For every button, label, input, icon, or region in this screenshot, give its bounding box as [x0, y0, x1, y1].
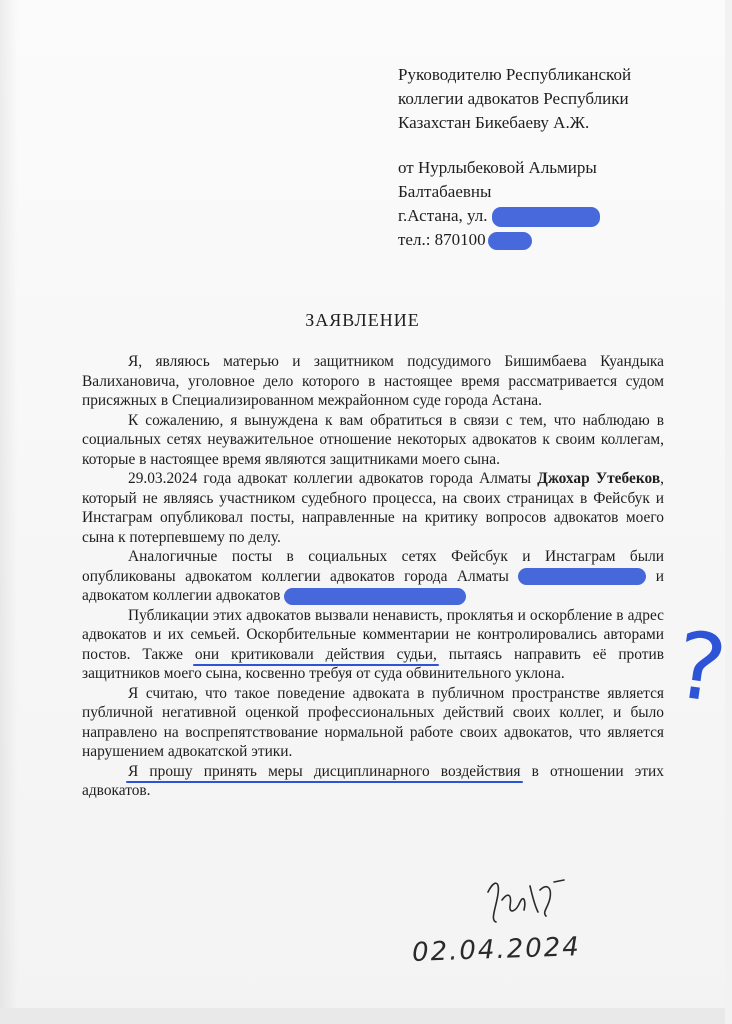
page-edge-shadow — [0, 0, 18, 1024]
document-title: ЗАЯВЛЕНИЕ — [305, 310, 420, 330]
redaction-mark — [488, 232, 532, 250]
underlined-text-request: Я прошу принять меры дисциплинарного воздействия — [128, 762, 521, 780]
highlighted-phrase-judge — [195, 646, 437, 663]
paragraph-5 — [82, 606, 664, 684]
underlined-text-judge: они критиковали действия судьи, — [194, 645, 437, 663]
redaction-mark — [284, 588, 466, 605]
sender-name-line-2: Балтабаевны — [398, 182, 492, 201]
paragraph-4-mid: и адвокатом коллегии адвокатов — [82, 567, 664, 604]
sender-address-prefix: г.Астана, ул. — [398, 206, 488, 225]
paragraph-4 — [82, 547, 664, 606]
paragraph-6: Я считаю, что такое поведение адвоката в публичном пространстве является публичной негативной оценкой профессиональных действий своих коллег, и было направлено на воспрепятствование нормальной работе своих адвокатов, что является нарушением адвокатской этики. — [82, 684, 664, 760]
handwritten-signature — [480, 872, 570, 932]
lawyer-name-bold: Джохар Утебеков — [537, 470, 661, 487]
addressee-line-1: Руководителю Республиканской — [398, 65, 632, 84]
handwritten-date: 02.04.2024 — [411, 932, 582, 968]
sender-address — [398, 204, 600, 228]
paragraph-1: Я, являюсь матерью и защитником подсудимого Бишимбаева Куандыка Валихановича, уголовное дело которого в настоящее время рассматривается судом присяжных в Специализированном межрайонном суде города Астана. — [82, 353, 664, 409]
paragraph-7 — [82, 762, 664, 801]
paragraph-7-end: в отношении этих адвокатов. — [82, 762, 664, 799]
addressee-block — [398, 63, 631, 135]
page-bottom-strip — [0, 1008, 725, 1024]
handwritten-question-mark: ? — [668, 611, 732, 724]
paragraph-3-end: , который не являясь участником судебного процесса, на своих страницах в Фейсбук и Инстаграм опубликовал посты, направленные на критику вопросов адвокатов моего сына к потерпевшему по делу. — [82, 470, 664, 546]
redaction-mark — [492, 207, 600, 227]
paragraph-4-start: Аналогичные посты в социальных сетях Фейсбук и Инстаграм были опубликованы адвокатом коллегии адвокатов города Алматы — [82, 548, 664, 585]
addressee-line-3: Казахстан Бикебаеву А.Ж. — [398, 113, 590, 132]
pen-underline — [193, 664, 439, 666]
paragraph-5-start: Публикации этих адвокатов вызвали ненависть, проклятья и оскорбление в адрес адвокатов и их семьей. Оскорбительные комментарии не контролировались авторами постов. Также — [82, 606, 664, 663]
sender-name-line-1: от Нурлыбековой Альмиры — [398, 158, 597, 177]
paragraph-2: К сожалению, я вынуждена к вам обратиться в связи с тем, что наблюдаю в социальных сетях неуважительное отношение некоторых адвокатов к своим коллегам, которые в настоящее время являются защитниками моего сына. — [82, 411, 664, 468]
document-body — [82, 352, 664, 801]
sender-phone-prefix: тел.: 870100 — [398, 230, 486, 249]
paragraph-5-end: пытаясь направить её против защитников моего сына, косвенно требуя от суда обвинительного уклона. — [82, 645, 664, 682]
sender-block — [398, 156, 600, 252]
paragraph-3-start: 29.03.2024 года адвокат коллегии адвокатов города Алматы — [128, 470, 532, 487]
paragraph-3 — [82, 469, 664, 547]
highlighted-phrase-request — [128, 763, 521, 780]
addressee-line-2: коллегии адвокатов Республики — [398, 89, 629, 108]
redaction-mark — [518, 568, 646, 585]
pen-underline — [126, 781, 523, 783]
sender-phone — [398, 228, 600, 252]
